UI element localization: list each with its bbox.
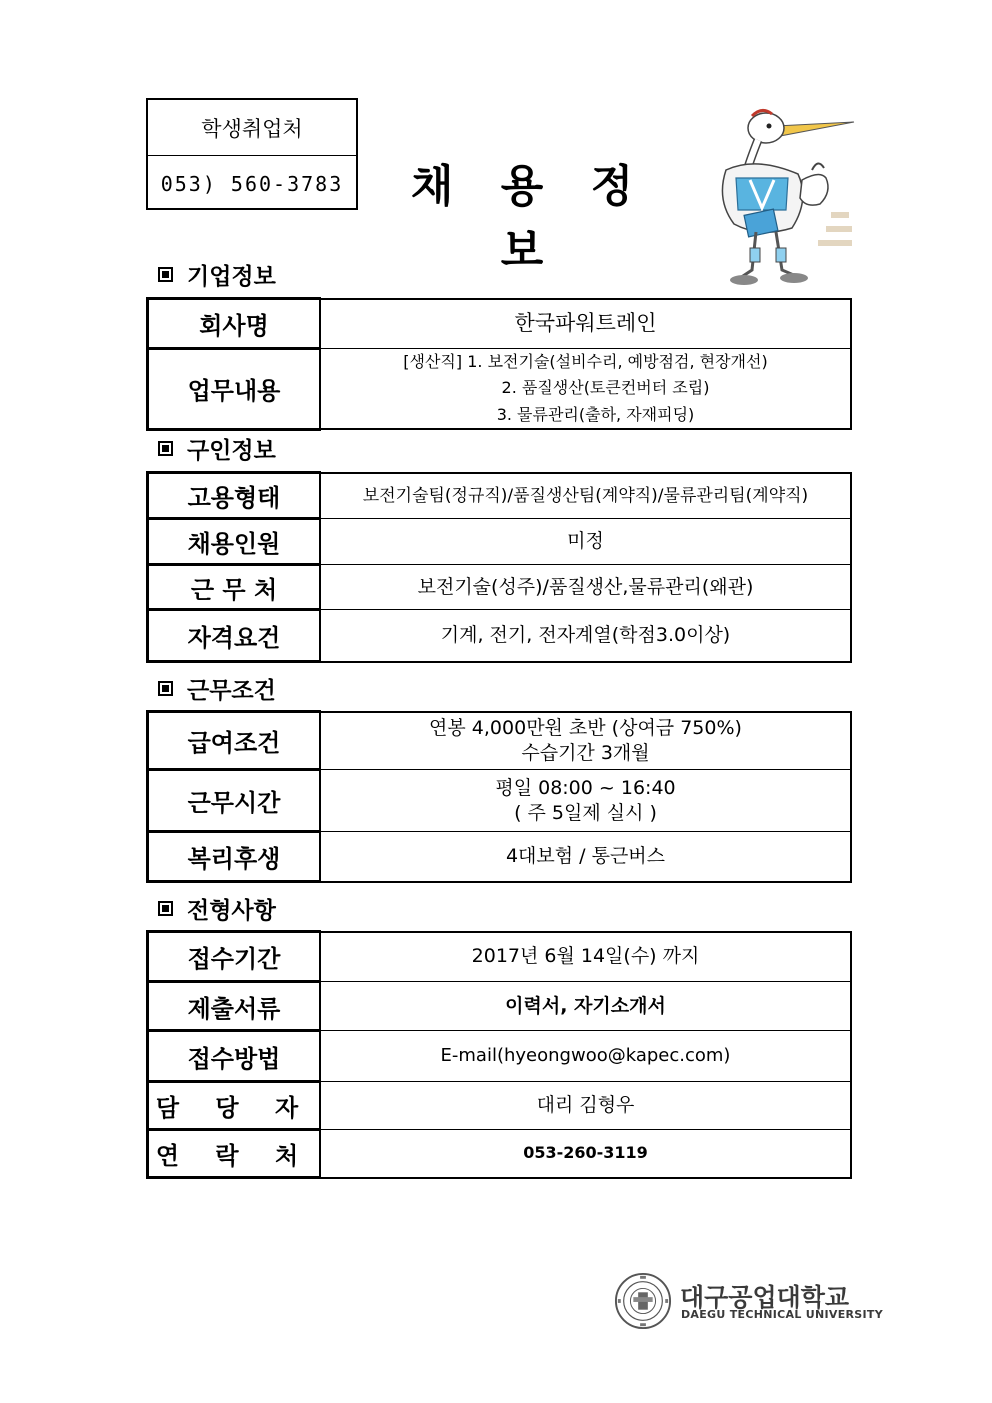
headcount-value: 미정 — [320, 519, 851, 565]
duties-line-2: 2. 품질생산(토큰컨버터 조립) — [501, 378, 710, 398]
company-name-label: 회사명 — [148, 299, 321, 349]
period-label: 접수기간 — [148, 932, 321, 982]
section-conditions-title: 근무조건 — [187, 678, 276, 704]
section-process-title: 전형사항 — [187, 898, 276, 924]
section-recruit-title: 구인정보 — [187, 438, 276, 464]
university-seal-icon — [614, 1272, 672, 1330]
table-row — [148, 519, 852, 565]
table-row — [148, 610, 852, 662]
table-row — [148, 473, 852, 519]
table-row — [148, 982, 852, 1031]
crane-mascot-icon — [706, 100, 856, 290]
duties-value — [320, 349, 851, 430]
period-value: 2017년 6월 14일(수) 까지 — [320, 932, 851, 982]
duties-line-3: 3. 물류관리(출하, 자재피딩) — [496, 404, 695, 424]
hours-line-2: ( 주 5일제 실시 ) — [514, 801, 657, 824]
workplace-value: 보전기술(성주)/품질생산,물류관리(왜관) — [320, 565, 851, 610]
section-process-heading — [158, 892, 276, 925]
table-row — [148, 712, 852, 770]
salary-value — [320, 712, 851, 770]
table-row — [148, 299, 852, 349]
manager-label — [148, 1082, 321, 1130]
phone-label-text: 연 락 처 — [155, 1142, 313, 1170]
conditions-table — [146, 710, 852, 883]
process-table — [146, 930, 852, 1179]
salary-line-2: 수습기간 3개월 — [521, 741, 650, 764]
duties-line-1: [생산직] 1. 보전기술(설비수리, 예방점검, 현장개선) — [403, 352, 768, 371]
phone-label — [148, 1130, 321, 1178]
manager-value: 대리 김형우 — [320, 1082, 851, 1130]
phone-value: 053-260-3119 — [320, 1130, 851, 1178]
section-company-heading — [158, 258, 276, 291]
page-title: 채 용 정 보 — [410, 161, 650, 276]
workplace-label: 근 무 처 — [148, 565, 321, 610]
salary-label: 급여조건 — [148, 712, 321, 770]
contact-phone: 053) 560-3783 — [160, 171, 344, 196]
headcount-label: 채용인원 — [148, 519, 321, 565]
recruit-table — [146, 471, 852, 663]
section-company-title: 기업정보 — [187, 264, 276, 290]
welfare-value: 4대보험 / 통근버스 — [320, 832, 851, 882]
manager-label-text: 담 당 자 — [155, 1094, 313, 1122]
square-bullet-icon — [158, 267, 173, 282]
university-logo — [614, 1270, 883, 1334]
section-recruit-heading — [158, 432, 276, 465]
university-name-english: DAEGU TECHNICAL UNIVERSITY — [681, 1308, 883, 1321]
university-name-korean: 대구공업대학교 — [680, 1283, 850, 1312]
table-row — [148, 1031, 852, 1082]
duties-label: 업무내용 — [148, 349, 321, 430]
table-row — [148, 1082, 852, 1130]
hours-label: 근무시간 — [148, 770, 321, 832]
company-name-value: 한국파워트레인 — [320, 299, 851, 349]
company-table — [146, 297, 852, 431]
employment-value: 보전기술팀(정규직)/품질생산팀(계약직)/물류관리팀(계약직) — [320, 473, 851, 519]
hours-line-1: 평일 08:00 ~ 16:40 — [495, 776, 676, 799]
method-label: 접수방법 — [148, 1031, 321, 1082]
salary-line-1: 연봉 4,000만원 초반 (상여금 750%) — [429, 717, 742, 740]
table-row — [148, 770, 852, 832]
hours-value — [320, 770, 851, 832]
employment-label: 고용형태 — [148, 473, 321, 519]
method-value: E-mail(hyeongwoo@kapec.com) — [320, 1031, 851, 1082]
qualification-label: 자격요건 — [148, 610, 321, 662]
qualification-value: 기계, 전기, 전자계열(학점3.0이상) — [320, 610, 851, 662]
table-row — [148, 1130, 852, 1178]
table-row — [148, 832, 852, 882]
square-bullet-icon — [158, 441, 173, 456]
documents-label: 제출서류 — [148, 982, 321, 1031]
contact-box — [146, 98, 358, 210]
section-conditions-heading — [158, 672, 276, 705]
square-bullet-icon — [158, 681, 173, 696]
table-row — [148, 932, 852, 982]
contact-office-label: 학생취업처 — [148, 100, 356, 156]
documents-value: 이력서, 자기소개서 — [320, 982, 851, 1031]
table-row — [148, 349, 852, 430]
table-row — [148, 565, 852, 610]
welfare-label: 복리후생 — [148, 832, 321, 882]
square-bullet-icon — [158, 901, 173, 916]
